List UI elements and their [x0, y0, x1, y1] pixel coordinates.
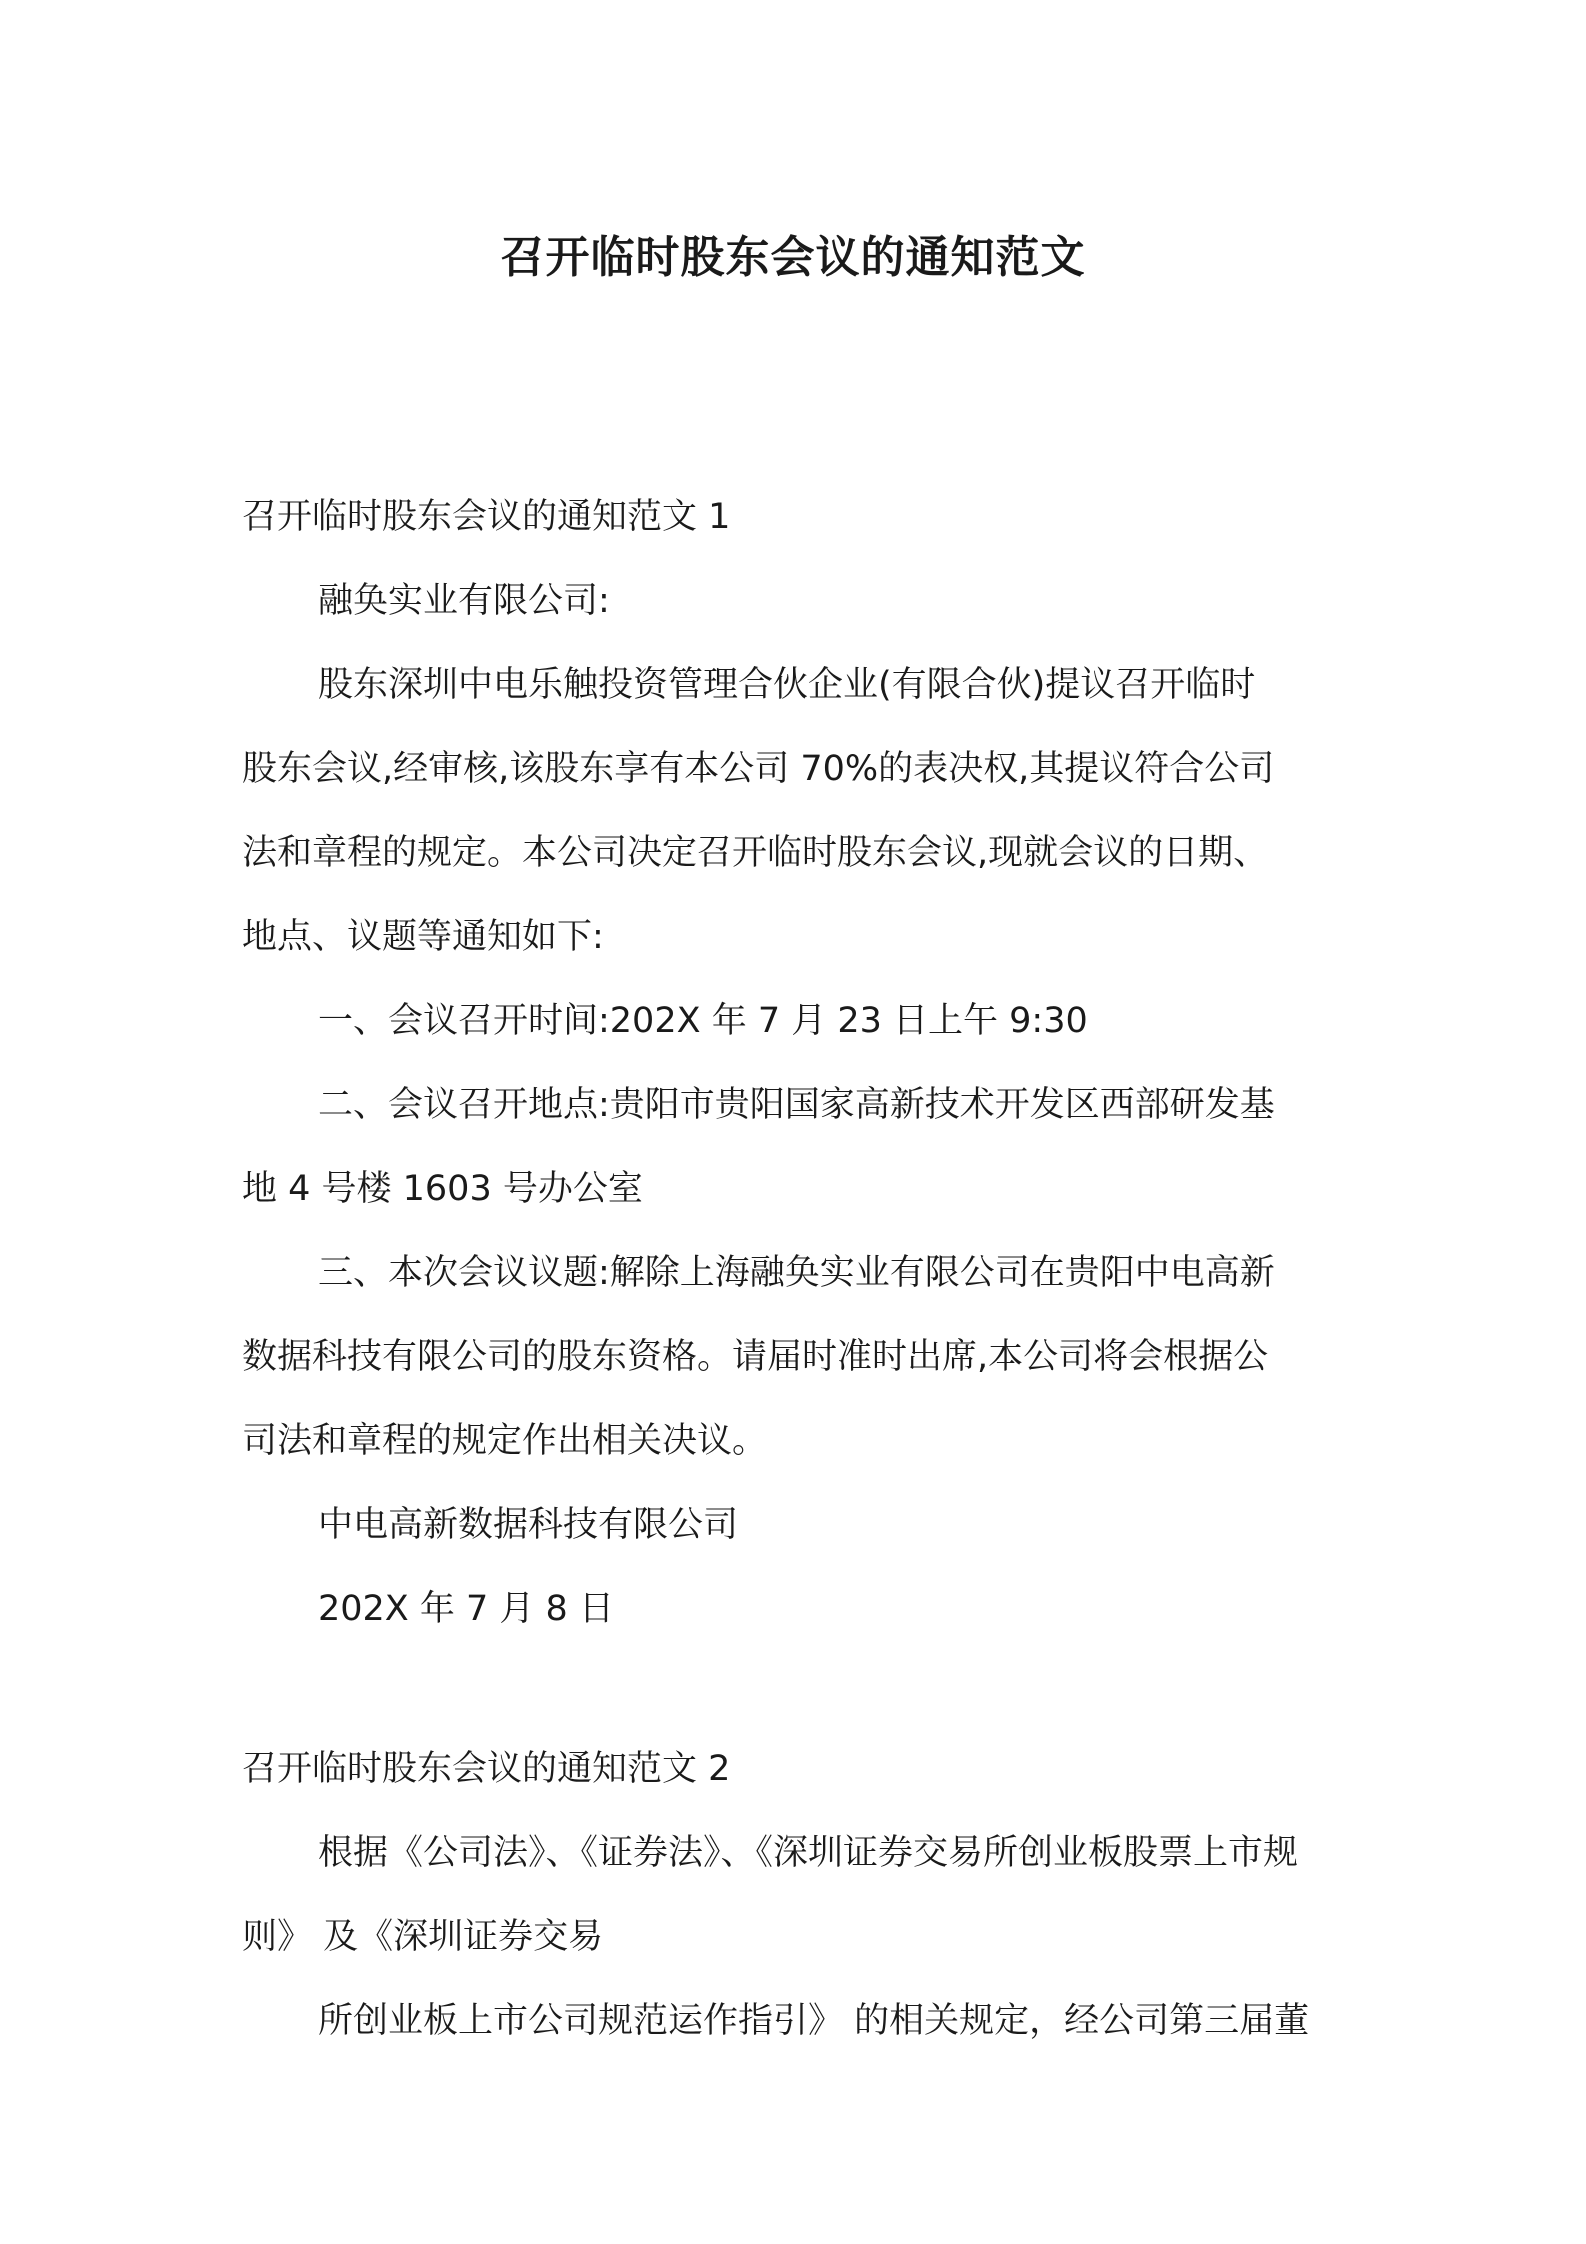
paragraph-line: 则》 及《深圳证券交易: [242, 1917, 604, 1957]
paragraph-line: 法和章程的规定。本公司决定召开临时股东会议,现就会议的日期、: [242, 833, 1269, 873]
sign-date: 202X 年 7 月 8 日: [318, 1589, 614, 1629]
meeting-topic: 三、本次会议议题:解除上海融奂实业有限公司在贵阳中电高新: [318, 1253, 1275, 1293]
paragraph-line: 根据《公司法》、《证券法》、《深圳证券交易所创业板股票上市规: [318, 1833, 1299, 1873]
meeting-location: 二、会议召开地点:贵阳市贵阳国家高新技术开发区西部研发基: [318, 1085, 1275, 1125]
paragraph-line: 所创业板上市公司规范运作指引》 的相关规定，经公司第三届董: [318, 2001, 1310, 2041]
meeting-topic-cont: 数据科技有限公司的股东资格。请届时准时出席,本公司将会根据公: [242, 1337, 1269, 1377]
signer: 中电高新数据科技有限公司: [318, 1505, 739, 1545]
addressee: 融奂实业有限公司:: [318, 581, 610, 621]
paragraph-line: 股东深圳中电乐触投资管理合伙企业(有限合伙)提议召开临时: [318, 665, 1256, 705]
section2-heading: 召开临时股东会议的通知范文 2: [242, 1749, 731, 1789]
paragraph-line: 股东会议,经审核,该股东享有本公司 70%的表决权,其提议符合公司: [242, 749, 1275, 789]
meeting-time: 一、会议召开时间:202X 年 7 月 23 日上午 9:30: [318, 1001, 1088, 1041]
document-title: 召开临时股东会议的通知范文: [500, 232, 1086, 283]
meeting-topic-cont: 司法和章程的规定作出相关决议。: [242, 1421, 768, 1461]
section1-heading: 召开临时股东会议的通知范文 1: [242, 497, 731, 537]
meeting-location-cont: 地 4 号楼 1603 号办公室: [242, 1169, 643, 1209]
paragraph-line: 地点、议题等通知如下:: [242, 917, 604, 957]
